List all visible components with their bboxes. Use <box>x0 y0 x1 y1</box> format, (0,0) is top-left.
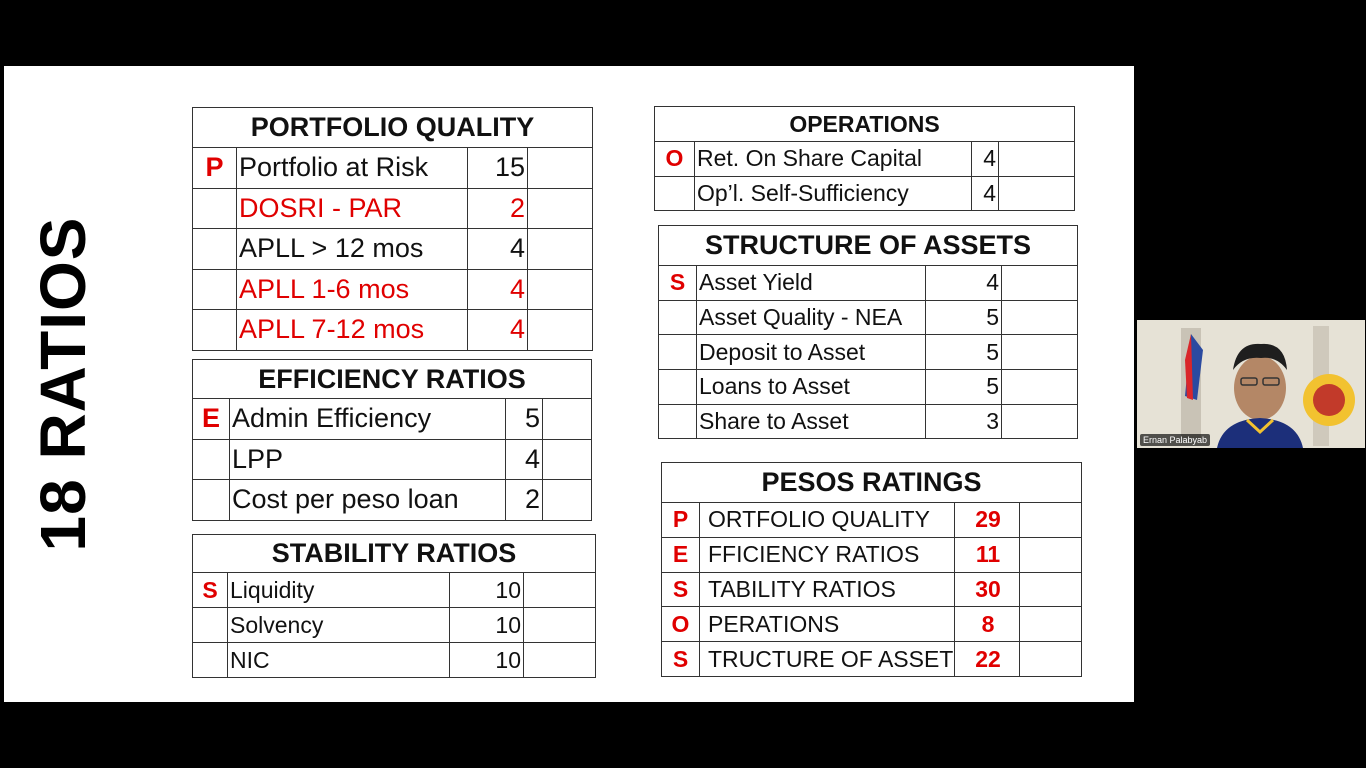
ratio-label: NIC <box>228 643 450 678</box>
rating-value: 11 <box>955 537 1020 572</box>
ratio-label: Portfolio at Risk <box>237 148 468 189</box>
row-letter <box>193 269 237 310</box>
empty-cell <box>524 643 596 678</box>
ratio-label: APLL 7-12 mos <box>237 310 468 351</box>
table-row <box>662 503 1082 538</box>
row-letter <box>193 480 230 521</box>
table-row <box>193 573 596 608</box>
table-header: EFFICIENCY RATIOS <box>193 360 592 399</box>
row-letter: S <box>659 266 697 301</box>
ratio-value: 2 <box>506 480 543 521</box>
row-letter <box>659 404 697 439</box>
ratio-value: 5 <box>926 335 1002 370</box>
empty-cell <box>528 148 593 189</box>
table-row <box>193 439 592 480</box>
empty-cell <box>1020 607 1082 642</box>
ratio-label: Op’l. Self-Sufficiency <box>695 176 972 211</box>
empty-cell <box>524 573 596 608</box>
ratio-label: Cost per peso loan <box>230 480 506 521</box>
row-letter: P <box>662 503 700 538</box>
ratio-value: 4 <box>468 229 528 270</box>
row-letter <box>659 335 697 370</box>
empty-cell <box>528 269 593 310</box>
empty-cell <box>528 310 593 351</box>
rating-label: ORTFOLIO QUALITY <box>700 503 955 538</box>
ratio-value: 4 <box>468 269 528 310</box>
table-row <box>662 572 1082 607</box>
row-letter: E <box>193 399 230 440</box>
table-row <box>193 399 592 440</box>
ratio-label: LPP <box>230 439 506 480</box>
empty-cell <box>1002 335 1078 370</box>
ratio-label: Asset Quality - NEA <box>697 300 926 335</box>
rating-label: TABILITY RATIOS <box>700 572 955 607</box>
table-header: STRUCTURE OF ASSETS <box>659 226 1078 266</box>
table-row <box>193 310 593 351</box>
row-letter <box>659 300 697 335</box>
rating-value: 29 <box>955 503 1020 538</box>
table-row <box>659 266 1078 301</box>
empty-cell <box>1020 572 1082 607</box>
ratio-label: Loans to Asset <box>697 370 926 405</box>
rating-label: TRUCTURE OF ASSET <box>700 642 955 677</box>
row-letter <box>193 439 230 480</box>
structure-of-assets-table <box>658 225 1078 439</box>
ratio-label: APLL 1-6 mos <box>237 269 468 310</box>
row-letter <box>655 176 695 211</box>
row-letter: O <box>662 607 700 642</box>
pesos-ratings-table <box>661 462 1082 677</box>
ratio-value: 2 <box>468 188 528 229</box>
ratio-label: APLL > 12 mos <box>237 229 468 270</box>
slide-title: 18 RATIOS <box>27 216 99 552</box>
row-letter: S <box>662 572 700 607</box>
table-row <box>659 335 1078 370</box>
ratio-value: 4 <box>506 439 543 480</box>
empty-cell <box>543 480 592 521</box>
table-row <box>659 370 1078 405</box>
stability-ratios-table <box>192 534 596 678</box>
row-letter <box>193 608 228 643</box>
row-letter: P <box>193 148 237 189</box>
ratio-label: Ret. On Share Capital <box>695 142 972 177</box>
row-letter: E <box>662 537 700 572</box>
ratio-value: 4 <box>972 142 999 177</box>
ratio-value: 4 <box>468 310 528 351</box>
table-row <box>655 142 1075 177</box>
table-row <box>662 607 1082 642</box>
table-row <box>655 176 1075 211</box>
ratio-label: Deposit to Asset <box>697 335 926 370</box>
table-header: PORTFOLIO QUALITY <box>193 108 593 148</box>
row-letter: S <box>662 642 700 677</box>
ratio-value: 10 <box>450 573 524 608</box>
rating-value: 30 <box>955 572 1020 607</box>
rating-label: FFICIENCY RATIOS <box>700 537 955 572</box>
table-row <box>193 608 596 643</box>
ratio-label: Admin Efficiency <box>230 399 506 440</box>
table-row <box>193 480 592 521</box>
ratio-label: Liquidity <box>228 573 450 608</box>
empty-cell <box>528 188 593 229</box>
table-row <box>659 404 1078 439</box>
empty-cell <box>999 142 1075 177</box>
operations-table <box>654 106 1075 211</box>
ratio-value: 3 <box>926 404 1002 439</box>
table-row <box>193 269 593 310</box>
table-row <box>193 148 593 189</box>
empty-cell <box>524 608 596 643</box>
rating-label: PERATIONS <box>700 607 955 642</box>
row-letter <box>193 229 237 270</box>
ratio-label: Share to Asset <box>697 404 926 439</box>
empty-cell <box>543 399 592 440</box>
empty-cell <box>1002 266 1078 301</box>
empty-cell <box>1020 537 1082 572</box>
table-row <box>193 229 593 270</box>
empty-cell <box>1002 404 1078 439</box>
table-row <box>662 537 1082 572</box>
empty-cell <box>528 229 593 270</box>
ratio-label: Solvency <box>228 608 450 643</box>
table-row <box>659 300 1078 335</box>
row-letter <box>659 370 697 405</box>
participant-video-feed <box>1137 320 1365 448</box>
table-header: OPERATIONS <box>655 107 1075 142</box>
ratio-value: 4 <box>926 266 1002 301</box>
ratio-value: 10 <box>450 608 524 643</box>
ratio-value: 10 <box>450 643 524 678</box>
table-row <box>193 643 596 678</box>
table-row <box>662 642 1082 677</box>
participant-video-tile[interactable] <box>1137 320 1365 448</box>
row-letter <box>193 310 237 351</box>
empty-cell <box>1020 503 1082 538</box>
rating-value: 8 <box>955 607 1020 642</box>
rating-value: 22 <box>955 642 1020 677</box>
row-letter: O <box>655 142 695 177</box>
empty-cell <box>1002 300 1078 335</box>
empty-cell <box>543 439 592 480</box>
table-header: STABILITY RATIOS <box>193 535 596 573</box>
ratio-label: Asset Yield <box>697 266 926 301</box>
ratio-value: 5 <box>506 399 543 440</box>
ratio-value: 5 <box>926 370 1002 405</box>
empty-cell <box>1020 642 1082 677</box>
row-letter: S <box>193 573 228 608</box>
participant-name-label: Ernan Palabyab <box>1140 434 1210 446</box>
ratio-value: 5 <box>926 300 1002 335</box>
row-letter <box>193 188 237 229</box>
table-header: PESOS RATINGS <box>662 463 1082 503</box>
ratio-label: DOSRI - PAR <box>237 188 468 229</box>
empty-cell <box>999 176 1075 211</box>
row-letter <box>193 643 228 678</box>
ratio-value: 15 <box>468 148 528 189</box>
efficiency-ratios-table <box>192 359 592 521</box>
portfolio-quality-table <box>192 107 593 351</box>
ratio-value: 4 <box>972 176 999 211</box>
empty-cell <box>1002 370 1078 405</box>
table-row <box>193 188 593 229</box>
